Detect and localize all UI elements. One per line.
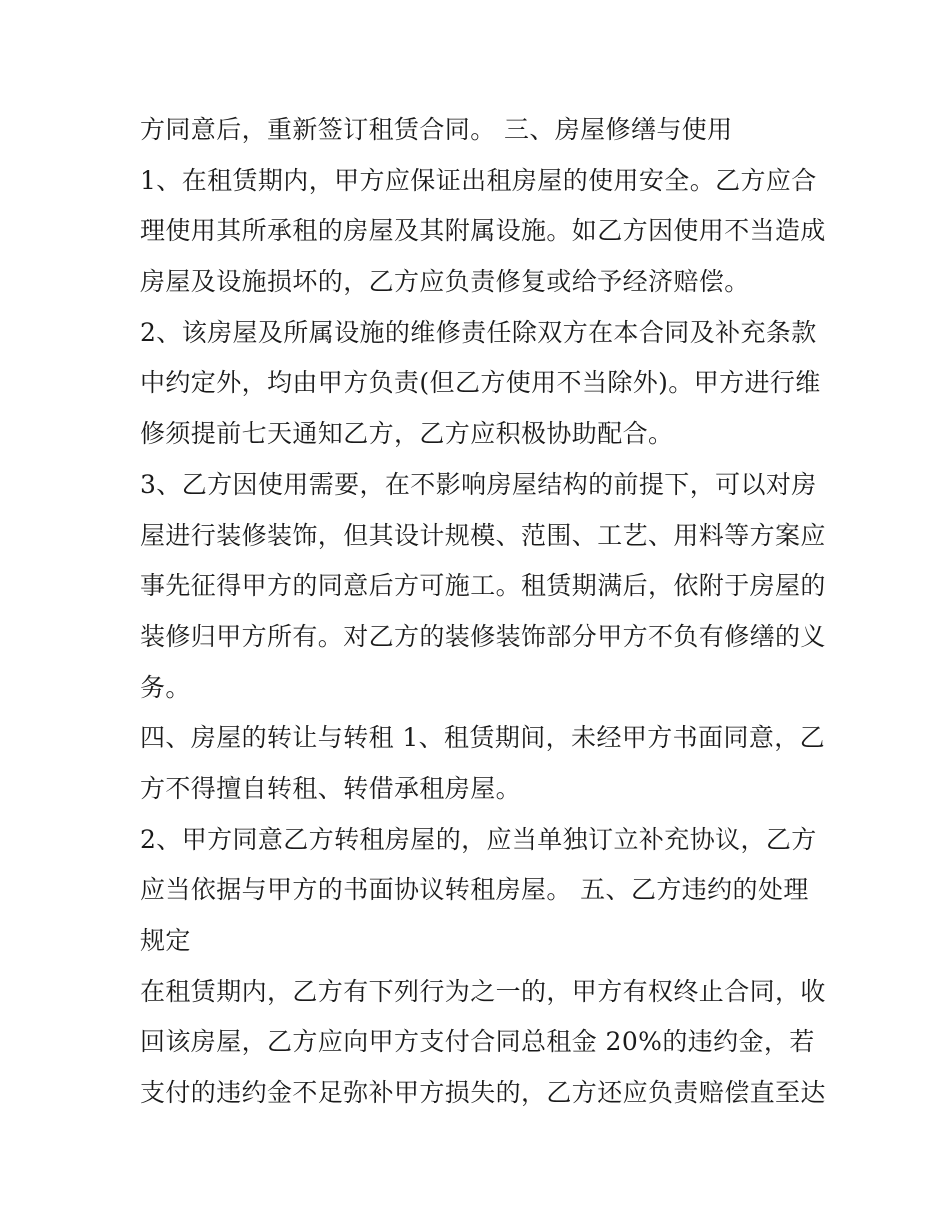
- text-line: 务。: [140, 672, 191, 702]
- text-line: 事先征得甲方的同意后方可施工。租赁期满后，依附于房屋的: [140, 571, 826, 601]
- text-line: 应当依据与甲方的书面协议转租房屋。 五、乙方违约的处理: [140, 875, 809, 905]
- contract-text: [140, 108, 826, 1122]
- text-line: 修须提前七天通知乙方，乙方应积极协助配合。: [140, 419, 674, 449]
- text-line: 屋进行装修装饰，但其设计规模、范围、工艺、用料等方案应: [140, 520, 826, 550]
- text-line: 房屋及设施损坏的，乙方应负责修复或给予经济赔偿。: [140, 267, 750, 297]
- text-line: 1、在租赁期内，甲方应保证出租房屋的使用安全。乙方应合: [140, 165, 817, 195]
- text-line: 支付的违约金不足弥补甲方损失的，乙方还应负责赔偿直至达: [140, 1078, 826, 1108]
- text-line: 四、房屋的转让与转租 1、租赁期间，未经甲方书面同意，乙: [140, 723, 826, 753]
- text-line: 方不得擅自转租、转借承租房屋。: [140, 773, 522, 803]
- text-line: 3、乙方因使用需要，在不影响房屋结构的前提下，可以对房: [140, 469, 817, 499]
- text-line: 理使用其所承租的房屋及其附属设施。如乙方因使用不当造成: [140, 216, 826, 246]
- text-line: 2、甲方同意乙方转租房屋的，应当单独订立补充协议，乙方: [140, 824, 817, 854]
- text-line: 回该房屋，乙方应向甲方支付合同总租金 20%的违约金，若: [140, 1027, 815, 1057]
- text-line: 装修归甲方所有。对乙方的装修装饰部分甲方不负有修缮的义: [140, 621, 826, 651]
- text-line: 在租赁期内，乙方有下列行为之一的，甲方有权终止合同，收: [140, 976, 826, 1006]
- text-line: 中约定外，均由甲方负责(但乙方使用不当除外)。甲方进行维: [140, 368, 821, 398]
- text-line: 规定: [140, 926, 191, 955]
- text-line: 2、该房屋及所属设施的维修责任除双方在本合同及补充条款: [140, 317, 817, 347]
- text-line: 方同意后，重新签订租赁合同。 三、房屋修缮与使用: [140, 115, 733, 144]
